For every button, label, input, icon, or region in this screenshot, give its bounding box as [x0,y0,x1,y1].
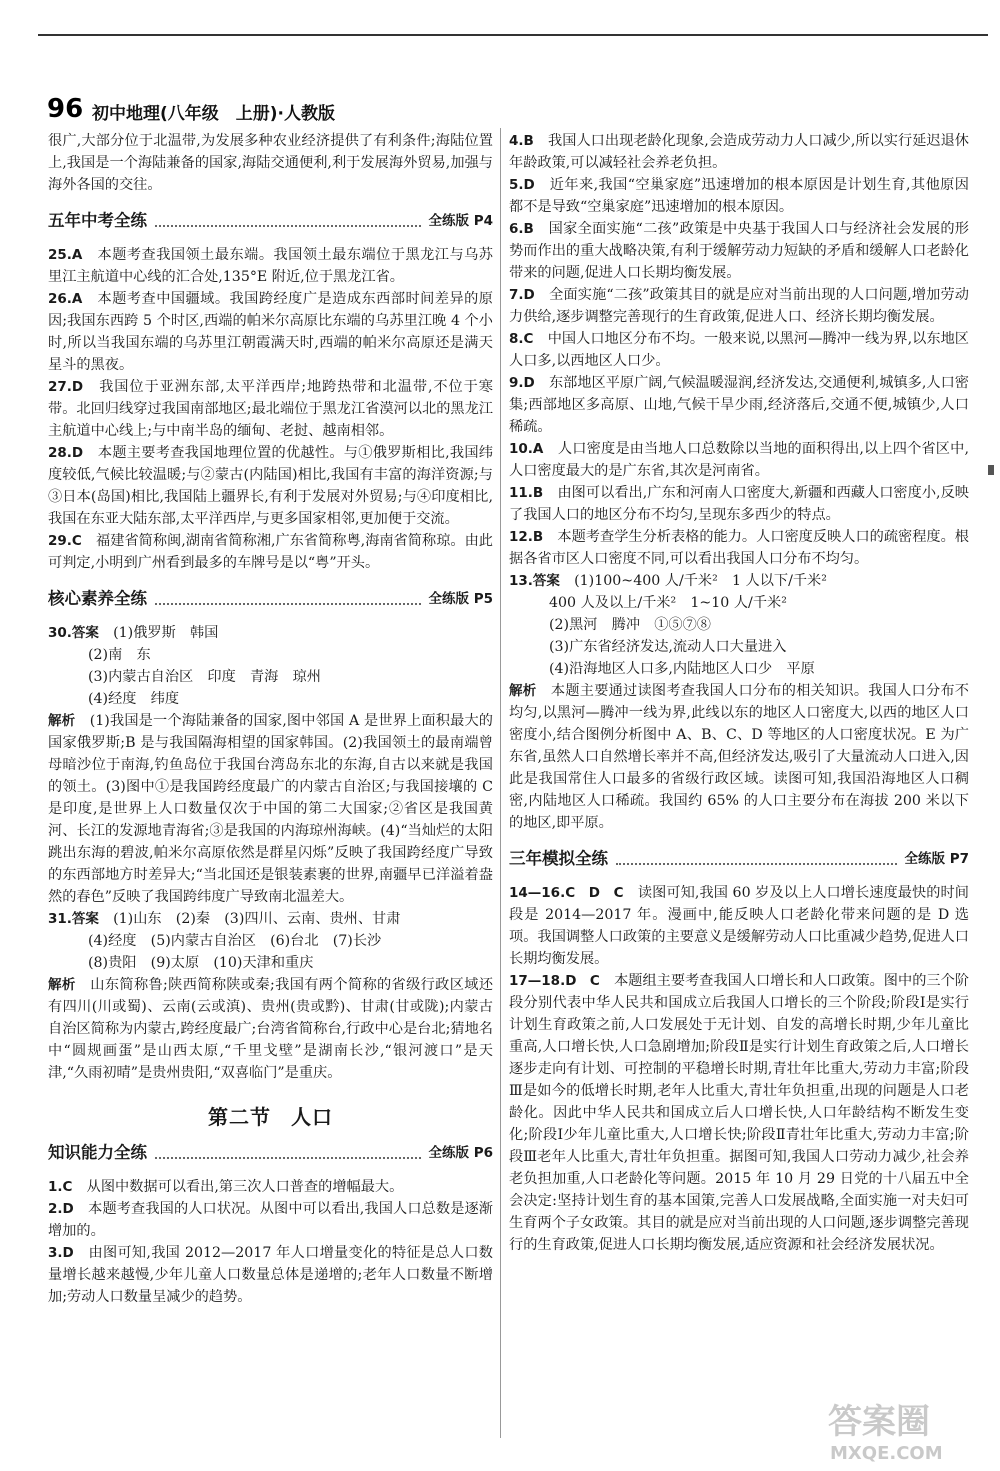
answer-item-4: 4.B 我国人口出现老龄化现象,会造成劳动力人口减少,所以实行延迟退休年龄政策,可以减轻社会养老负担。 [509,133,969,171]
answer-item-14-16: 14—16.C D C 读图可知,我国 60 岁及以上人口增长速度最快的时间段是 2014—2017 年。漫画中,能反映人口老龄化带来问题的是 D 选项。我国调整人口政策的主要意义是缓解劳动人口比重减少趋势,促进人口长期均衡发展。 [509,885,969,967]
answer-line: (4)经度 (5)内蒙古自治区 (6)台北 (7)长沙 [88,933,382,949]
answer-item-25: 25.A 本题考查我国领土最东端。我国领土最东端位于黑龙江与乌苏里江主航道中心线的汇合处,135°E 附近,位于黑龙江省。 [48,247,493,285]
answer-line: (2)黑河 腾冲 ①⑤⑦⑧ [549,617,711,633]
answer-item-27: 27.D 我国位于亚洲东部,太平洋西岸;地跨热带和北温带,不位于寒带。北回归线穿过我国南部地区;最北端位于黑龙江省漠河以北的黑龙江主航道中心线上;与中南半岛的缅甸、老挝、越南相邻。 [48,379,493,439]
answer-item-1: 1.C 从图中数据可以看出,第三次人口普查的增幅最大。 [48,1179,404,1195]
section-header-zhishi [48,1142,493,1164]
answer-item-10: 10.A 人口密度是由当地人口总数除以当地的面积得出,以上四个省区中,人口密度最大的是广东省,其次是河南省。 [509,441,969,479]
answer-line: (3)内蒙古自治区 印度 青海 琼州 [88,669,321,685]
section-version: 全练版 P5 [428,591,493,607]
watermark-url: MXQE.COM [830,1443,943,1464]
section-header-sannian [509,848,969,870]
section-title: 核心素养全练 [48,589,147,608]
answer-item-28: 28.D 本题主要考查我国地理位置的优越性。与①俄罗斯相比,我国纬度较低,气候比较温暖;与②蒙古(内陆国)相比,我国有丰富的海洋资源;与③日本(岛国)相比,我国陆上疆界长,有利于发展对外贸易;与④印度相比,我国在东亚大陆东部,太平洋西岸,与更多国家相邻,更加便于交流。 [48,445,493,527]
answer-line: (8)贵阳 (9)太原 (10)天津和重庆 [88,955,314,971]
answer-item-31: 31.答案 (1)山东 (2)秦 (3)四川、云南、贵州、甘肃 [48,911,401,927]
page-number: 96 [47,94,84,124]
answer-item-2: 2.D 本题考查我国的人口状况。从图中可以看出,我国人口总数是逐渐增加的。 [48,1201,493,1239]
answer-item-13: 13.答案 (1)100~400 人/千米² 1 人以下/千米² [509,573,827,589]
leader-dots [155,593,421,605]
leader-dots [155,215,421,227]
section-version: 全练版 P7 [904,851,969,867]
answer-item-12: 12.B 本题考查学生分析表格的能力。人口密度反映人口的疏密程度。根据各省市区人口密度不同,可以看出我国人口分布不均匀。 [509,529,969,567]
section-title: 五年中考全练 [48,211,147,230]
section-header-hexin [48,588,493,610]
analysis-13: 解析 本题主要通过读图考查我国人口分布的相关知识。我国人口分布不均匀,以黑河—腾冲一线为界,此线以东的地区人口密度大,以西的地区人口密度小,结合图例分析图中 A、B、C、D 等地区的人口密度状况。E 为广东省,虽然人口自然增长率并不高,但经济发达,吸引了大量流动人口进入,因此是我国常住人口最多的省级行政区域。读图可知,我国沿海地区人口稠密,内陆地区人口稀疏。我国约 65% 的人口主要分布在海拔 200 米以下的地区,即平原。 [509,683,969,831]
chapter-heading: 第二节 人口 [208,1105,333,1129]
answer-item-26: 26.A 本题考查中国疆域。我国跨经度广是造成东西部时间差异的原因;我国东西跨 5 个时区,西端的帕米尔高原比东端的乌苏里江晚 4 个小时,所以当我国东端的乌苏里江朝霞满天时,西端的帕米尔高原还是满天星斗的黑夜。 [48,291,493,373]
page-title: 初中地理(八年级 上册)·人教版 [92,104,335,124]
answer-item-29: 29.C 福建省简称闽,湖南省简称湘,广东省简称粤,海南省简称琼。由此可判定,小明到广州看到最多的车牌号是以“粤”开头。 [48,533,493,571]
watermark-text: 答案圈 [828,1402,930,1442]
answer-item-11: 11.B 由图可以看出,广东和河南人口密度大,新疆和西藏人口密度小,反映了我国人口的地区分布不均匀,呈现东多西少的特点。 [509,485,969,523]
answer-line: (2)南 东 [88,647,151,663]
answer-item-7: 7.D 全面实施“二孩”政策其目的就是应对当前出现的人口问题,增加劳动力供给,逐步调整完善现行的生育政策,促进人口、经济长期均衡发展。 [509,287,969,325]
left-column [48,130,493,1308]
answer-line: (4)沿海地区人口多,内陆地区人口少 平原 [549,661,815,677]
right-column [509,130,969,1256]
answer-item-3: 3.D 由图可知,我国 2012—2017 年人口增量变化的特征是总人口数量增长越来越慢,少年儿童人口数量总体是递增的;老年人口数量不断增加;劳动人口数量呈减少的趋势。 [48,1245,493,1305]
answer-line: (4)经度 纬度 [88,691,180,707]
leader-dots [155,1147,421,1159]
section-version: 全练版 P4 [428,213,493,229]
column-divider [500,128,501,1438]
answer-line: 400 人及以上/千米² 1~10 人/千米² [549,595,787,611]
leader-dots [616,853,897,865]
answer-line: (3)广东省经济发达,流动人口大量进入 [549,639,787,655]
analysis-30: 解析 (1)我国是一个海陆兼备的国家,图中邻国 A 是世界上面积最大的国家俄罗斯;B 是与我国隔海相望的国家韩国。(2)我国领土的最南端曾母暗沙位于南海,钓鱼岛位于我国台湾岛东北的东海,自古以来就是我国的领土。(3)图中①是我国跨经度最广的内蒙古自治区;与我国接壤的 C 是印度,是世界上人口数量仅次于中国的第二大国家;②省区是我国黄河、长江的发源地青海省;③是我国的内海琼州海峡。(4)“当灿烂的太阳跳出东海的碧波,帕米尔高原依然是群星闪烁”反映了我国跨经度广导致的东西部地方时差异大;“当北国还是银装素裹的世界,南疆早已洋溢着盎然的春色”反映了我国跨纬度广导致南北温差大。 [48,713,493,905]
intro-paragraph: 很广,大部分位于北温带,为发展多种农业经济提供了有利条件;海陆位置上,我国是一个海陆兼备的国家,海陆交通便利,利于发展海外贸易,加强与海外各国的交往。 [48,133,493,193]
section-title: 三年模拟全练 [509,849,608,868]
answer-item-30: 30.答案 (1)俄罗斯 韩国 [48,625,219,641]
analysis-31: 解析 山东简称鲁;陕西简称陕或秦;我国有两个简称的省级行政区域还有四川(川或蜀)、云南(云或滇)、贵州(贵或黔)、甘肃(甘或陇);内蒙古自治区简称为内蒙古,跨经度最广;台湾省简称台,行政中心是台北;猜地名中“圆规画蛋”是山西太原,“千里戈壁”是湖南长沙,“银河渡口”是天津,“久雨初晴”是贵州贵阳,“双喜临门”是重庆。 [48,977,494,1081]
answer-item-6: 6.B 国家全面实施“二孩”政策是中央基于我国人口与经济社会发展的形势而作出的重大战略决策,有利于缓解劳动力短缺的矛盾和缓解人口老龄化带来的问题,促进人口长期均衡发展。 [509,221,969,281]
section-header-zhongkao [48,210,493,232]
section-version: 全练版 P6 [428,1145,493,1161]
top-rule [38,34,988,36]
answer-item-17-18: 17—18.D C 本题组主要考查我国人口增长和人口政策。图中的三个阶段分别代表中华人民共和国成立后我国人口增长的三个阶段;阶段Ⅰ是实行计划生育政策之前,人口发展处于无计划、自发的高增长时期,少年儿童比重高,人口增长快,人口急剧增加;阶段Ⅱ是实行计划生育政策之后,人口增长逐步走向有计划、可控制的平稳增长时期,青壮年比重大,劳动力丰富;阶段Ⅲ是如今的低增长时期,老年人比重大,青壮年负担重,出现的问题是人口老龄化。因此中华人民共和国成立后人口增长快,人口年龄结构不断发生变化;阶段Ⅰ少年儿童比重大,人口增长快;阶段Ⅱ青壮年比重大,劳动力丰富;阶段Ⅲ老年人比重大,青壮年负担重。据图可知,我国人口劳动力减少,社会养老负担加重,人口老龄化等问题。2015 年 10 月 29 日党的十八届五中全会决定:坚持计划生育的基本国策,完善人口发展战略,全面实施一对夫妇可生育两个子女政策。其目的就是应对当前出现的人口问题,逐步调整完善现行的生育政策,促进人口长期均衡发展,适应资源和社会经济发展状况。 [509,973,969,1253]
section-title: 知识能力全练 [48,1143,147,1162]
answer-item-8: 8.C 中国人口地区分布不均。一般来说,以黑河—腾冲一线为界,以东地区人口多,以西地区人口少。 [509,331,969,369]
answer-item-5: 5.D 近年来,我国“空巢家庭”迅速增加的根本原因是计划生育,其他原因都不是导致“空巢家庭”迅速增加的根本原因。 [509,177,969,215]
watermark-logo [820,1395,985,1465]
answer-item-9: 9.D 东部地区平原广阔,气候温暖湿润,经济发达,交通便利,城镇多,人口密集;西部地区多高原、山地,气候干旱少雨,经济落后,交通不便,城镇少,人口稀疏。 [509,375,969,435]
edge-mark [988,465,994,475]
